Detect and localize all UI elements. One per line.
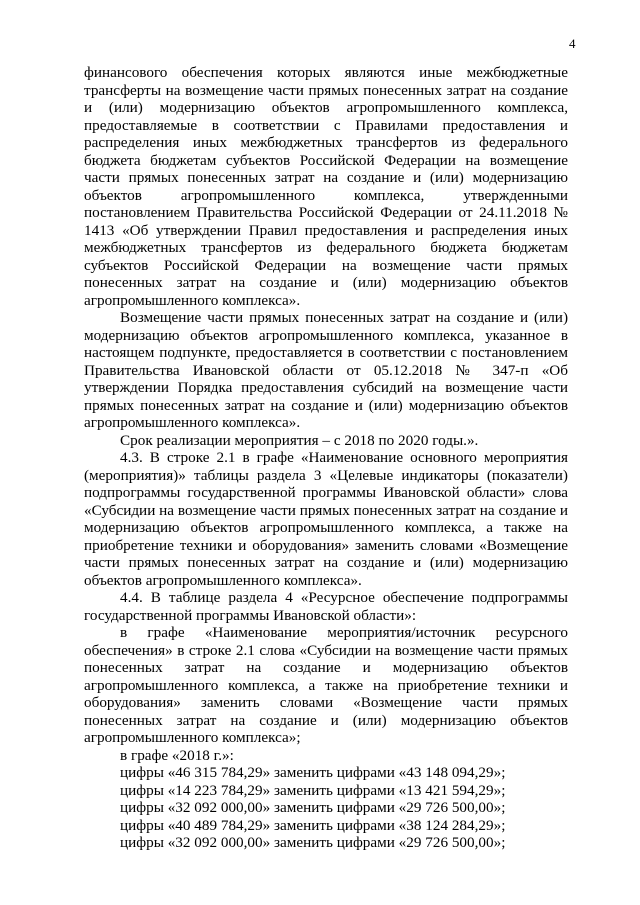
list-line-year: в графе «2018 г.»:	[120, 746, 234, 764]
paragraph-4-3: 4.3. В строке 2.1 в графе «Наименование основного мероприятия (мероприятия)» таблицы раздела 3 «Целевые индикаторы (показатели) подпрограммы государственной программы Ивановской области» слова «Субсидии на возмещение части прямых понесенных затрат на создание и модернизацию объектов агропромышленного комплекса, а также на приобретение техники и оборудования» заменить словами «Возмещение части прямых понесенных затрат на создание и (или) модернизацию объектов агропромышленного комплекса».	[84, 449, 568, 589]
list-line-replacement: цифры «40 489 784,29» заменить цифрами «38 124 284,29»;	[120, 816, 506, 834]
list-line-replacement: цифры «46 315 784,29» заменить цифрами «43 148 094,29»;	[120, 764, 506, 781]
list-line-replacement: цифры «32 092 000,00» заменить цифрами «29 726 500,00»;	[120, 834, 506, 851]
document-body	[84, 64, 568, 852]
page-number: 4	[569, 36, 576, 51]
paragraph-4-4-column: в графе «Наименование мероприятия/источник ресурсного обеспечения» в строке 2.1 слова «Субсидии на возмещение части прямых понесенных затрат на создание и модернизацию объектов агропромышленного комплекса, а также на приобретение техники и оборудования» заменить словами «Возмещение части прямых понесенных затрат на создание и (или) модернизацию объектов агропромышленного комплекса»;	[84, 624, 568, 746]
paragraph-3: Срок реализации мероприятия – с 2018 по 2020 годы.».	[120, 431, 479, 449]
list-line-replacement: цифры «14 223 784,29» заменить цифрами «13 421 594,29»;	[120, 781, 506, 799]
paragraph-1: финансового обеспечения которых являются иные межбюджетные трансферты на возмещение части прямых понесенных затрат на создание и (или) модернизацию объектов агропромышленного комплекса, предоставляемые в соответствии с Правилами предоставления и распределения иных межбюджетных трансфертов из федерального бюджета бюджетам субъектов Российской Федерации на возмещение части прямых понесенных затрат на создание и (или) модернизацию объектов агропромышленного комплекса, утвержденными постановлением Правительства Российской Федерации от 24.11.2018 № 1413 «Об утверждении Правил предоставления и распределения иных межбюджетных трансфертов из федерального бюджета бюджетам субъектов Российской Федерации на возмещение части прямых понесенных затрат на создание и (или) модернизацию объектов агропромышленного комплекса».	[84, 64, 568, 309]
paragraph-4-4: 4.4. В таблице раздела 4 «Ресурсное обеспечение подпрограммы государственной программы Ивановской области»:	[84, 589, 568, 624]
list-line-replacement: цифры «32 092 000,00» заменить цифрами «29 726 500,00»;	[120, 799, 506, 816]
paragraph-2: Возмещение части прямых понесенных затрат на создание и (или) модернизацию объектов агропромышленного комплекса, указанное в настоящем подпункте, предоставляется в соответствии с постановлением Правительства Ивановской области от 05.12.2018 № 347-п «Об утверждении Порядка предоставления субсидий на возмещение части прямых понесенных затрат на создание и (или) модернизацию объектов агропромышленного комплекса».	[84, 309, 568, 431]
